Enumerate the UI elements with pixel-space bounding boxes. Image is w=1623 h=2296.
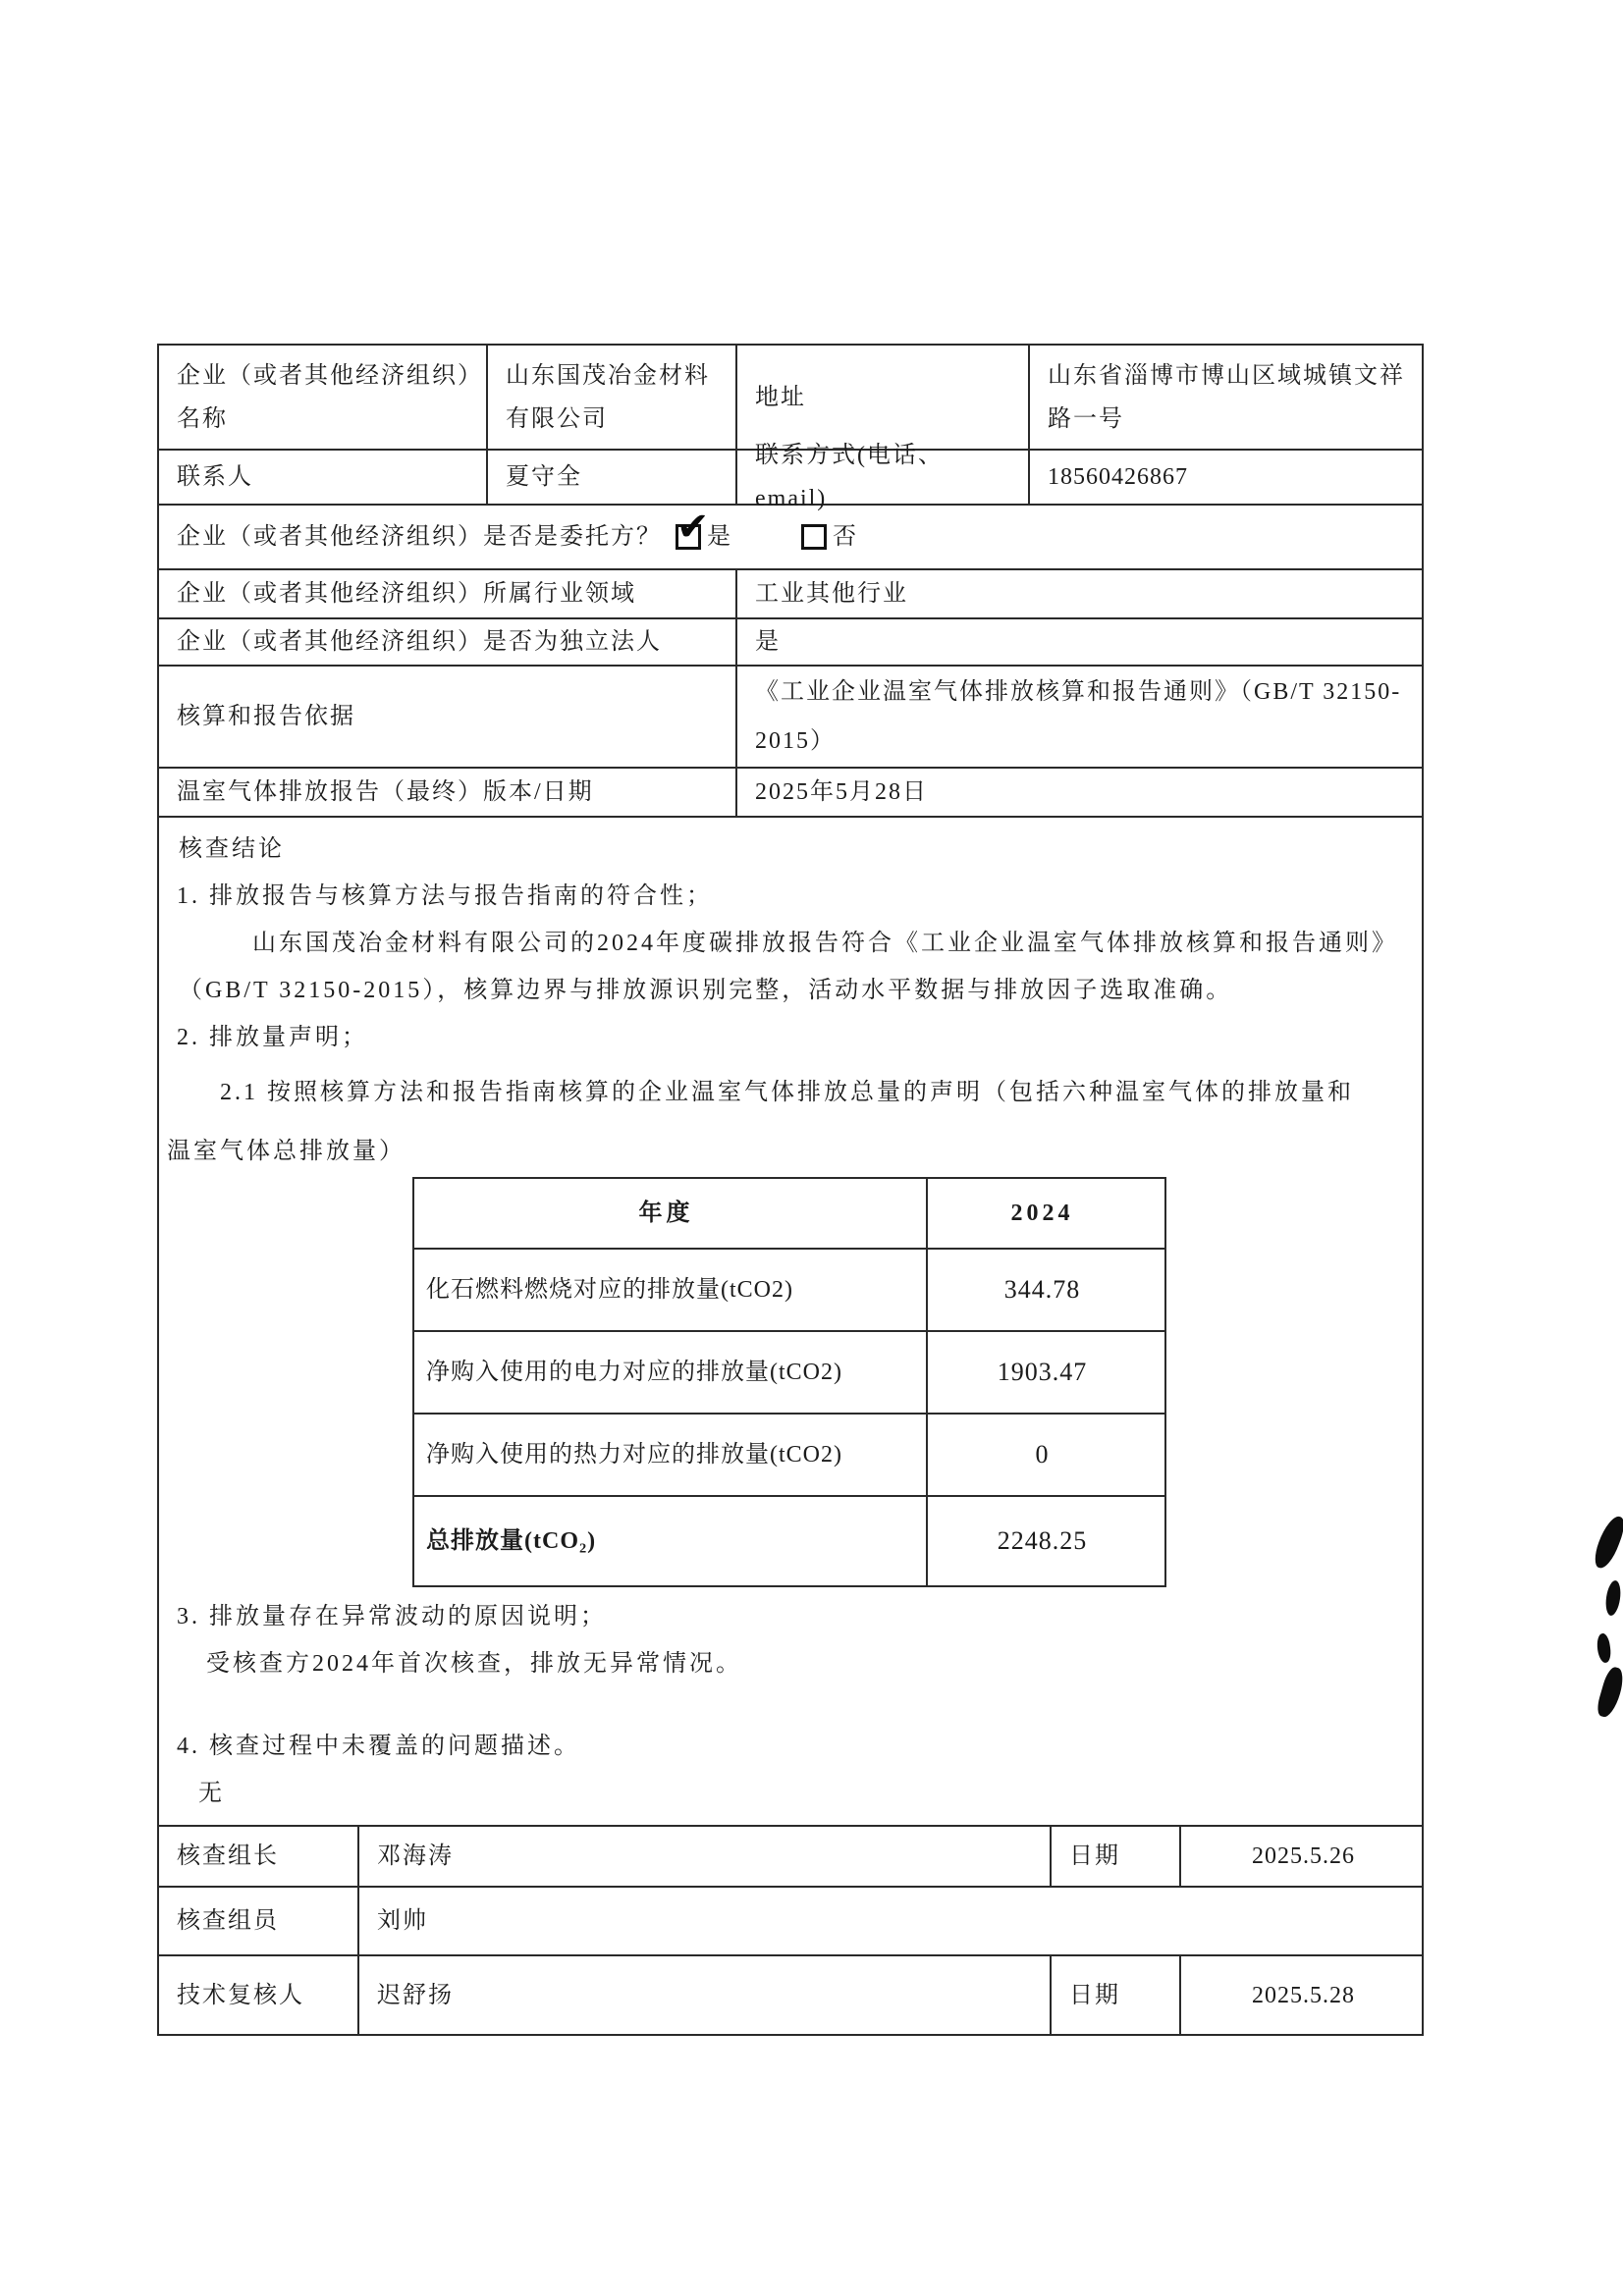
emissions-table: [412, 1177, 1166, 1587]
team-leader-name: 邓海涛: [357, 1827, 1050, 1886]
conclusion-item2-1-line1: 2.1 按照核算方法和报告指南核算的企业温室气体排放总量的声明（包括六种温室气体的排放量和: [220, 1080, 1354, 1105]
technical-reviewer-role: 技术复核人: [177, 1982, 304, 2008]
technical-reviewer-name: 迟舒扬: [357, 1956, 1050, 2034]
total-emissions-value: 2248.25: [926, 1497, 1164, 1585]
emissions-electricity-row: [414, 1330, 1164, 1413]
team-member-role: 核查组员: [177, 1908, 279, 1934]
ink-smudge: [1591, 1513, 1623, 1571]
org-name-value: 山东国茂冶金材料有限公司: [486, 346, 735, 449]
electricity-value: 1903.47: [926, 1332, 1164, 1413]
delegate-no-checkbox[interactable]: [801, 524, 827, 550]
emissions-heat-row: [414, 1413, 1164, 1495]
delegate-question-row: [159, 504, 1422, 568]
report-version-value: 2025年5月28日: [735, 769, 1422, 816]
industry-row: [159, 568, 1422, 617]
fossil-fuel-label: 化石燃料燃烧对应的排放量(tCO2): [426, 1277, 793, 1303]
team-leader-row: [159, 1825, 1422, 1886]
legal-person-row: [159, 617, 1422, 665]
conclusion-cell: [159, 818, 1422, 1825]
emissions-total-row: [414, 1495, 1164, 1585]
contact-label: 联系人: [177, 464, 253, 490]
verification-report-table: [157, 344, 1424, 2036]
report-version-label: 温室气体排放报告（最终）版本/日期: [177, 779, 594, 805]
industry-value: 工业其他行业: [735, 570, 1422, 617]
accounting-basis-row: [159, 665, 1422, 767]
contact-value: 夏守全: [486, 451, 735, 504]
conclusion-row: [159, 816, 1422, 1825]
contact-method-value: 18560426867: [1028, 451, 1422, 504]
emissions-header-row: [414, 1179, 1164, 1248]
technical-reviewer-date-label: 日期: [1050, 1956, 1179, 2034]
conclusion-item2-heading: 2. 排放量声明；: [177, 1025, 368, 1050]
accounting-basis-value: 《工业企业温室气体排放核算和报告通则》（GB/T 32150-2015）: [735, 667, 1422, 767]
heat-label: 净购入使用的热力对应的排放量(tCO2): [426, 1442, 842, 1468]
total-emissions-label: 总排放量(tCO₂): [426, 1528, 597, 1554]
delegate-no-label: 否: [833, 524, 858, 550]
heat-value: 0: [926, 1415, 1164, 1495]
technical-reviewer-row: [159, 1954, 1422, 2034]
conclusion-title: 核查结论: [179, 836, 285, 862]
electricity-label: 净购入使用的电力对应的排放量(tCO2): [426, 1360, 842, 1385]
legal-person-label: 企业（或者其他经济组织）是否为独立法人: [177, 629, 662, 655]
ink-smudge: [1595, 1665, 1623, 1719]
team-member-name: 刘帅: [357, 1888, 1422, 1954]
conclusion-item2-1-line2: 温室气体总排放量）: [167, 1139, 406, 1164]
team-leader-date-value: 2025.5.26: [1179, 1827, 1422, 1886]
ink-smudge: [1604, 1579, 1623, 1617]
org-name-label: 企业（或者其他经济组织）名称: [177, 362, 471, 432]
fossil-fuel-value: 344.78: [926, 1250, 1164, 1330]
conclusion-item1-heading: 1. 排放报告与核算方法与报告指南的符合性；: [177, 883, 713, 909]
contact-row: [159, 443, 1422, 511]
team-member-row: [159, 1886, 1422, 1954]
contact-method-label: 联系方式(电话、email): [735, 451, 1028, 504]
technical-reviewer-date-value: 2025.5.28: [1179, 1956, 1422, 2034]
report-version-row: [159, 767, 1422, 816]
address-label: 地址: [735, 346, 1028, 449]
conclusion-item4-body: 无: [198, 1781, 225, 1806]
address-value: 山东省淄博市博山区域城镇文祥路一号: [1028, 346, 1422, 449]
conclusion-item3-body: 受核查方2024年首次核查，排放无异常情况。: [206, 1651, 742, 1677]
delegate-yes-checkbox[interactable]: [676, 505, 712, 550]
check-icon: ✔: [676, 505, 712, 550]
emissions-year-value-header: 2024: [926, 1179, 1164, 1248]
emissions-year-header: 年度: [638, 1201, 694, 1226]
delegate-question-label: 企业（或者其他经济组织）是否是委托方？: [177, 524, 662, 550]
conclusion-item3-heading: 3. 排放量存在异常波动的原因说明；: [177, 1604, 607, 1629]
legal-person-value: 是: [735, 619, 1422, 665]
emissions-fossil-row: [414, 1248, 1164, 1330]
conclusion-item1-line1: 山东国茂冶金材料有限公司的2024年度碳排放报告符合《工业企业温室气体排放核算和报告通则》: [252, 931, 1398, 956]
delegate-yes-label: 是: [707, 524, 732, 550]
team-leader-date-label: 日期: [1050, 1827, 1179, 1886]
ink-smudge: [1596, 1632, 1612, 1664]
accounting-basis-label: 核算和报告依据: [177, 704, 355, 729]
conclusion-item1-line2: （GB/T 32150-2015），核算边界与排放源识别完整，活动水平数据与排放因子选取准确。: [179, 978, 1233, 1003]
team-leader-role: 核查组长: [177, 1843, 279, 1869]
conclusion-item4-heading: 4. 核查过程中未覆盖的问题描述。: [177, 1734, 580, 1759]
industry-label: 企业（或者其他经济组织）所属行业领域: [177, 581, 636, 607]
